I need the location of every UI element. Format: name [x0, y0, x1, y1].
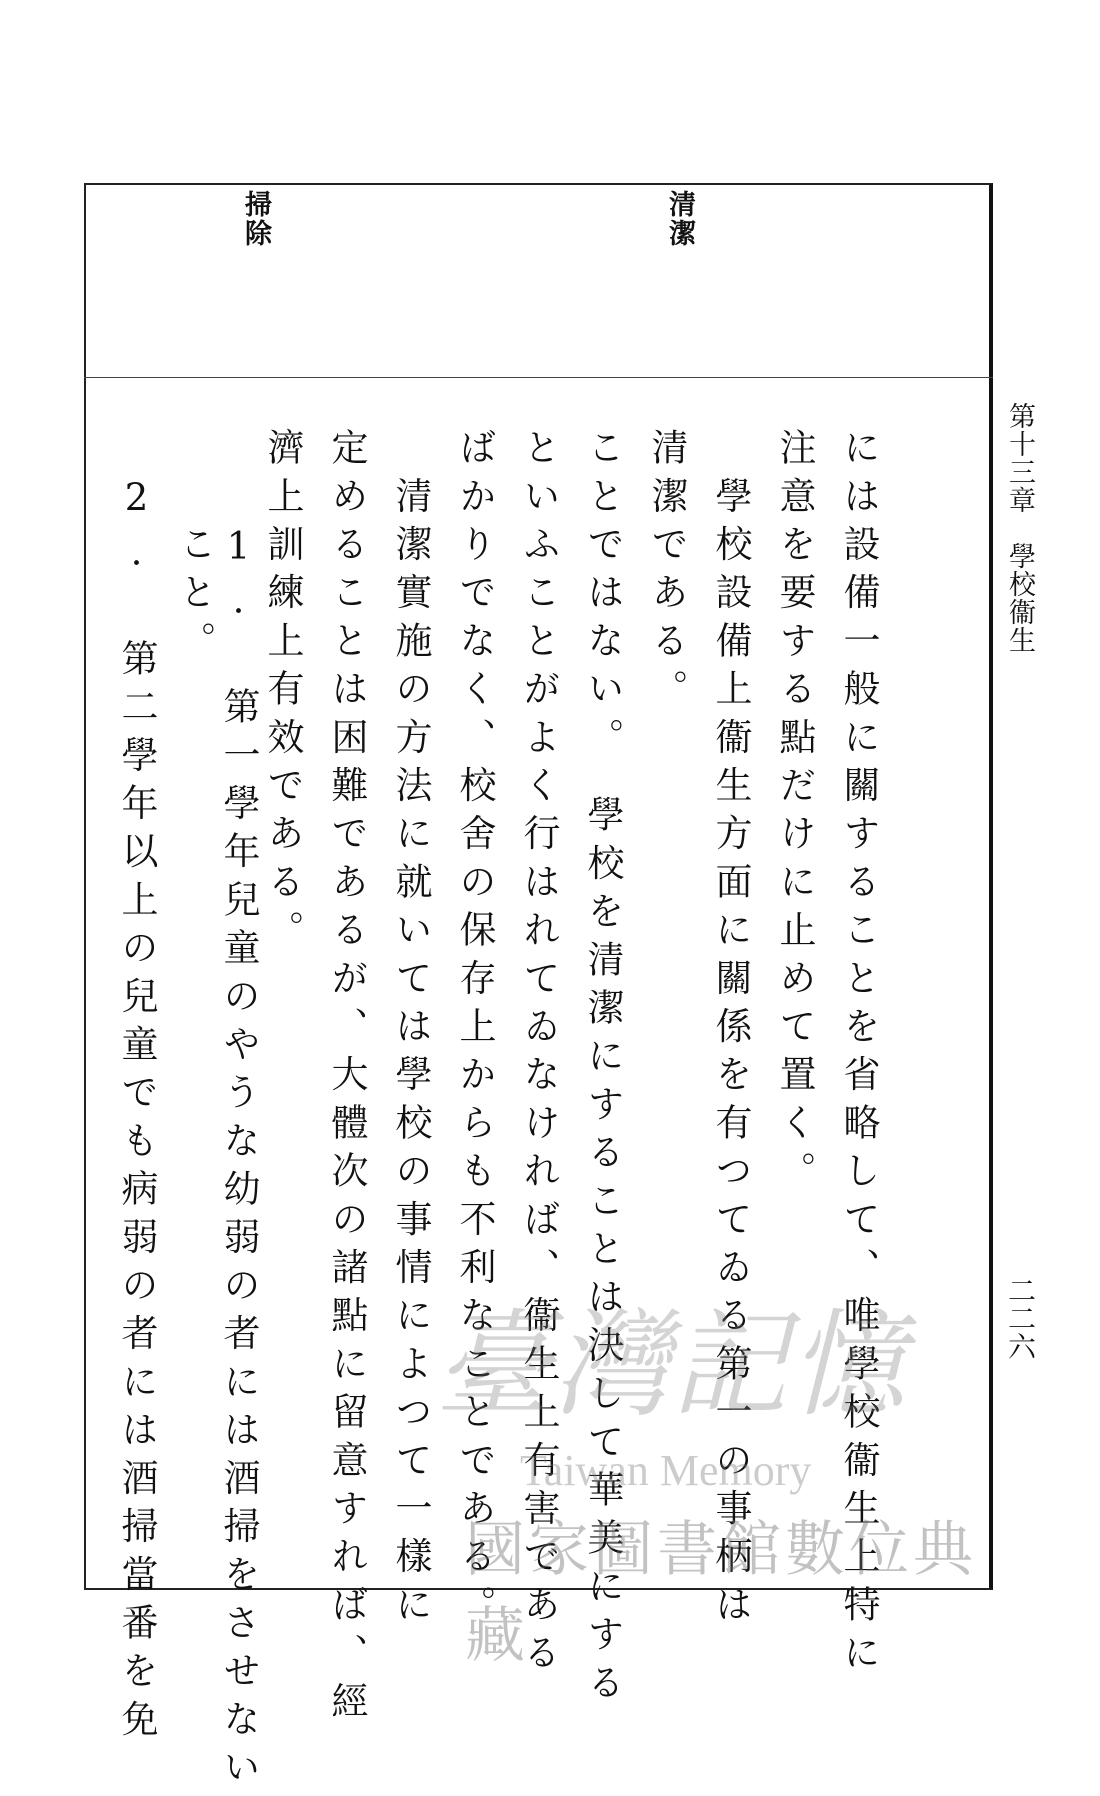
body-line-5: ことではない。 學校を清潔にすることは決して華美にする	[581, 428, 624, 1711]
running-head: 第十三章 學校衞生	[1004, 402, 1035, 654]
headnote-cleanliness: 清潔	[664, 190, 695, 248]
page-number: 二二六	[1004, 1276, 1037, 1360]
body-line-10: 濟上訓練上有效である。	[261, 428, 304, 959]
body-line-2: 注意を要する點だけに止めて置く。	[773, 428, 816, 1200]
watermark-script: 臺灣記憶	[435, 1298, 907, 1433]
body-line-3: 學校設備上衞生方面に關係を有つてゐる第一の事柄は	[709, 428, 752, 1633]
watermark-english: Taiwan Memory	[520, 1446, 812, 1495]
watermark-organization: 國家圖書館數位典藏	[465, 1515, 977, 1671]
body-line-8: 清潔實施の方法に就いては學校の事情によつて一樣に	[389, 428, 432, 1633]
body-line-9: 定めることは困難であるが、大體次の諸點に留意すれば、經	[325, 428, 368, 1730]
body-line-4: 清潔である。	[645, 428, 688, 718]
body-line-11: 1. 第一學年兒童のやうな幼弱の者には酒掃をさせない	[217, 428, 260, 1796]
headnote-cleaning: 掃除	[240, 190, 271, 248]
body-line-1: には設備一般に關することを省略して、唯學校衞生上特に	[837, 428, 880, 1682]
body-line-13: 2. 第二學年以上の兒童でも病弱の者には酒掃當番を免	[115, 428, 158, 1748]
body-line-7: ばかりでなく、校舍の保存上からも不利なことである。	[453, 428, 496, 1633]
body-line-12: こと。	[173, 428, 216, 669]
headnote-margin-rule	[84, 377, 993, 378]
body-line-6: といふことがよく行はれてゐなければ、衞生上有害である	[517, 428, 560, 1682]
